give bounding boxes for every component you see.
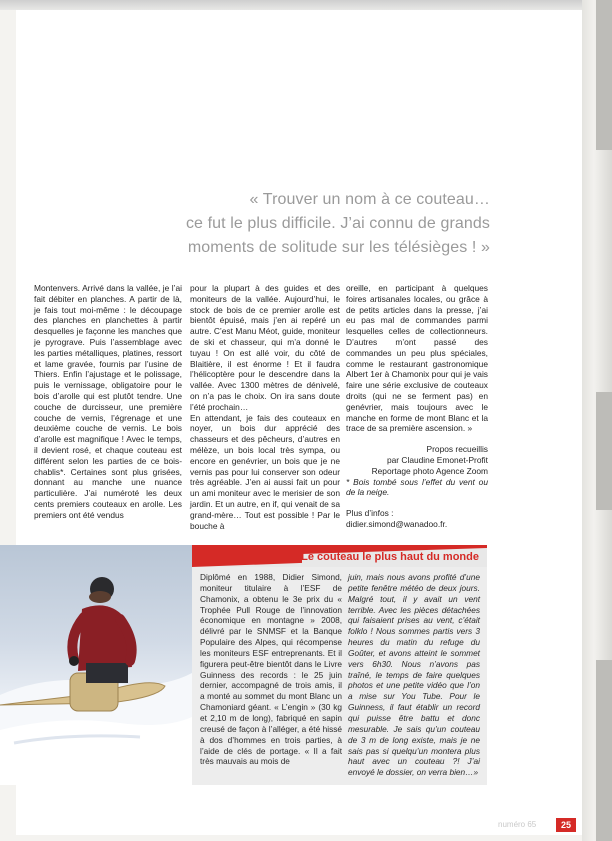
photo-mountaineer-knife	[0, 545, 192, 785]
pull-quote-line: « Trouver un nom à ce couteau…	[249, 191, 490, 208]
article-text: oreille, en participant à quelques foires artisanales locales, ou grâce à de petits articles dans la presse, j’ai eu pas mal de commandes parmi lesquelles celles de collectionneurs. D’autres m’ont passé des commandes un peu plus spéciales, comme le restaurant gastronomique Albert 1er à Chamonix pour qui je vais faire une série exclusive de couteaux droits (qui ne se ferment pas) en genévrier, mais toujours avec le manche en forme de mont Blanc et la trace de sa première ascension. »	[346, 283, 488, 434]
sidebar-box	[192, 567, 487, 785]
article-text: Montenvers. Arrivé dans la vallée, je l’ai fait débiter en planches. A partir de là, je fais tout moi-même : le découpage des planches en planchettes à partir desquelles je façonne les manches que je pyrograve. Puis l’assemblage avec les parties métalliques, platines, ressort et lame gravée, fournis par l’usine de Thiers. Enfin l’ajustage et le polissage, puis le vernissage, obligatoire pour le bois d’arolle qui est plutôt tendre. Une couche de durcisseur, une première couche de vernis, l’égrenage et une deuxième couche de vernis. Le bois d’arolle est magnifique ! Avec le temps, il devient rosé, et chaque couteau est différent selon les parties de ce bois-chablis*. Certaines sont plus grisées, donnant au manche une nuance particulière. J’ai numéroté les deux cents premiers couteaux en arolle. Les premiers ont été vendus	[34, 283, 182, 520]
sidebar-title: Le couteau le plus haut du monde	[301, 551, 479, 563]
pull-quote	[150, 188, 490, 260]
info-email[interactable]: didier.simond@wanadoo.fr.	[346, 518, 448, 529]
sidebar-header	[192, 545, 487, 567]
info-label: Plus d’infos :	[346, 508, 394, 519]
spine-mark	[596, 392, 612, 510]
photo-illustration	[0, 545, 192, 785]
credits	[346, 444, 488, 476]
page-number: 25	[556, 818, 576, 832]
article-text: pour la plupart à des guides et des moniteurs de la vallée. Aujourd’hui, le stock de bois de ce premier arolle est bientôt épuisé, mais j’en ai repéré un autre. C’est Manu Méot, guide, moniteur de ski et chasseur, qui m’a donné le tuyau ! On est allé voir, du côté de Blaitière, il est énorme ! Et il faudra l’hélicoptère pour le descendre dans la vallée. Avec 1300 mètres de dénivelé, on n’a pas le choix. On ira sans doute l’été prochain… En attendant, je fais des couteaux en noyer, un bois dur apprécié des chasseurs et des pêcheurs, d’autres en mélèze, un bois local très sympa, ou encore en genévrier, un bois que je ne vernis pas pour lui conserver son odeur très agréable. J’en ai aussi fait un pour un ami moniteur avec le merisier de son jardin. Et un autre, en if, qui venait de sa grand-mère… Tout est possible ! Par le bouche à	[190, 283, 340, 531]
footnote: * Bois tombé sous l’effet du vent ou de la neige.	[346, 476, 488, 498]
sidebar-column-2	[348, 572, 480, 778]
sidebar-column-1	[200, 572, 342, 767]
issue-label: numéro 65	[498, 820, 537, 829]
article-column-1	[34, 283, 182, 521]
credit-line: Reportage photo Agence Zoom	[371, 465, 488, 476]
pull-quote-line: moments de solitude sur les télésièges ! »	[187, 239, 490, 256]
more-info	[346, 508, 488, 530]
article-column-2	[190, 283, 340, 531]
scan-edge	[0, 0, 612, 10]
spine-mark	[596, 660, 612, 841]
sidebar-text: Diplômé en 1988, Didier Simond, moniteur titulaire à l’ESF de Chamonix, a obtenu le 3e prix du « Trophée Pull Rouge de l’innovation économique en montagne » 2008, délivré par le SNMSF et la Banque Populaire des Alpes, qui récompense les moniteurs ESF entreprenants. Et il figurera peut-être bientôt dans le Livre Guinness des records : le 25 juin dernier, accompagné de trois amis, il a monté au sommet du mont Blanc un Chamoniard géant. « L’engin » (30 kg et 2,10 m de long), fabriqué en sapin creusé de façon à l’alléger, a été hissé à dos d’hommes en trois parties, à l’aide de clés de portage. « Il a fait très mauvais au mois de	[200, 572, 342, 767]
pull-quote-line: ce fut le plus difficile. J’ai connu de grands	[185, 215, 490, 232]
credit-line: par Claudine Emonet-Profit	[386, 454, 488, 465]
page-footer	[498, 818, 576, 832]
sidebar-text: juin, mais nous avons profité d’une petite fenêtre météo de deux jours. Malgré tout, il y avait un vent terrible. Avec les pièces détachées qui faisaient prises au vent, c’était folklo ! Nous sommes partis vers 3 heures du matin du refuge du Goûter, et avons atteint le sommet vers 6h30. Nous n’avons pas traîné, le temps de faire quelques photos et une petite vidéo que l’on a mise sur You Tube. Pour le Guinness, il faut établir un record qui puisse être battu et donc mesurable. Je sais qu’un couteau de 3 m de long existe, mais je ne sais pas si quelqu’un montera plus haut avec un couteau ?! J’ai envoyé le dossier, on verra bien…»	[348, 572, 480, 778]
spine-mark	[596, 0, 612, 150]
credit-line: Propos recueillis	[426, 444, 488, 455]
article-column-3	[346, 283, 488, 530]
